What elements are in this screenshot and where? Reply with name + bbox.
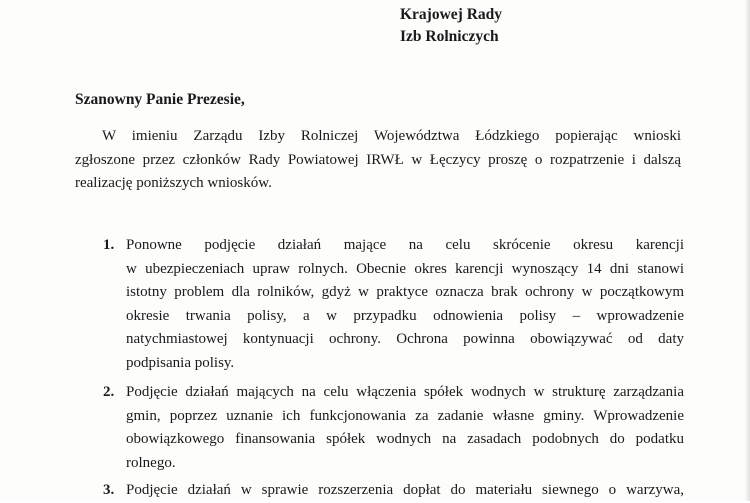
list-item <box>103 381 683 477</box>
list-item-line: okresie trwania polisy, a w przypadku odnowienia polisy – wprowadzenie <box>126 307 684 324</box>
list-item-text <box>126 234 684 376</box>
list-item-line: w ubezpieczeniach upraw rolnych. Obecnie okres karencji wynoszący 14 dni stanowi <box>126 260 684 277</box>
list-item-line: istotny problem dla rolników, gdyż w praktyce oznacza brak ochrony w początkowym <box>126 284 684 301</box>
salutation: Szanowny Panie Prezesie, <box>75 91 245 108</box>
intro-line: zgłoszone przez członków Rady Powiatowej IRWŁ w Łęczycy proszę o rozpatrzenie i dalszą <box>75 151 681 168</box>
addressee-block <box>400 4 502 48</box>
list-item-line: natychmiastowej kontynuacji ochrony. Ochrona powinna obowiązywać od daty <box>126 331 684 348</box>
intro-paragraph <box>75 125 681 196</box>
list-item-number: 1. <box>103 237 115 253</box>
list-item-line: Podjęcie działań mających na celu włączenia spółek wodnych w strukturę zarządzania <box>126 384 684 400</box>
list-item-number: 2. <box>103 384 115 400</box>
list-item-text <box>126 479 684 503</box>
addressee-line-2: Izb Rolniczych <box>400 28 499 45</box>
page-edge-shadow <box>744 0 750 501</box>
list-item-line: Ponowne podjęcie działań mające na celu skrócenie okresu karencji <box>126 237 684 253</box>
intro-line: W imieniu Zarządu Izby Rolniczej Województwa Łódzkiego popierając wnioski <box>102 128 681 144</box>
addressee-line-1: Krajowej Rady <box>400 6 503 23</box>
list-item-line: podpisania polisy. <box>126 354 235 371</box>
intro-line: realizację poniższych wniosków. <box>75 175 272 191</box>
list-item-text <box>126 381 684 475</box>
list-item-line: gmin, poprzez uznanie ich funkcjonowania za zadanie własne gminy. Wprowadzenie <box>126 407 684 424</box>
list-item-number: 3. <box>103 482 115 498</box>
list-item-line: rolnego. <box>126 454 176 471</box>
list-item <box>103 234 683 379</box>
list-item-line: obowiązkowego finansowania spółek wodnych na zasadach podobnych do podatku <box>126 431 684 448</box>
list-item <box>103 479 683 501</box>
list-item-line: Podjęcie działań w sprawie rozszerzenia dopłat do materiału siewnego o warzywa, <box>126 482 684 498</box>
